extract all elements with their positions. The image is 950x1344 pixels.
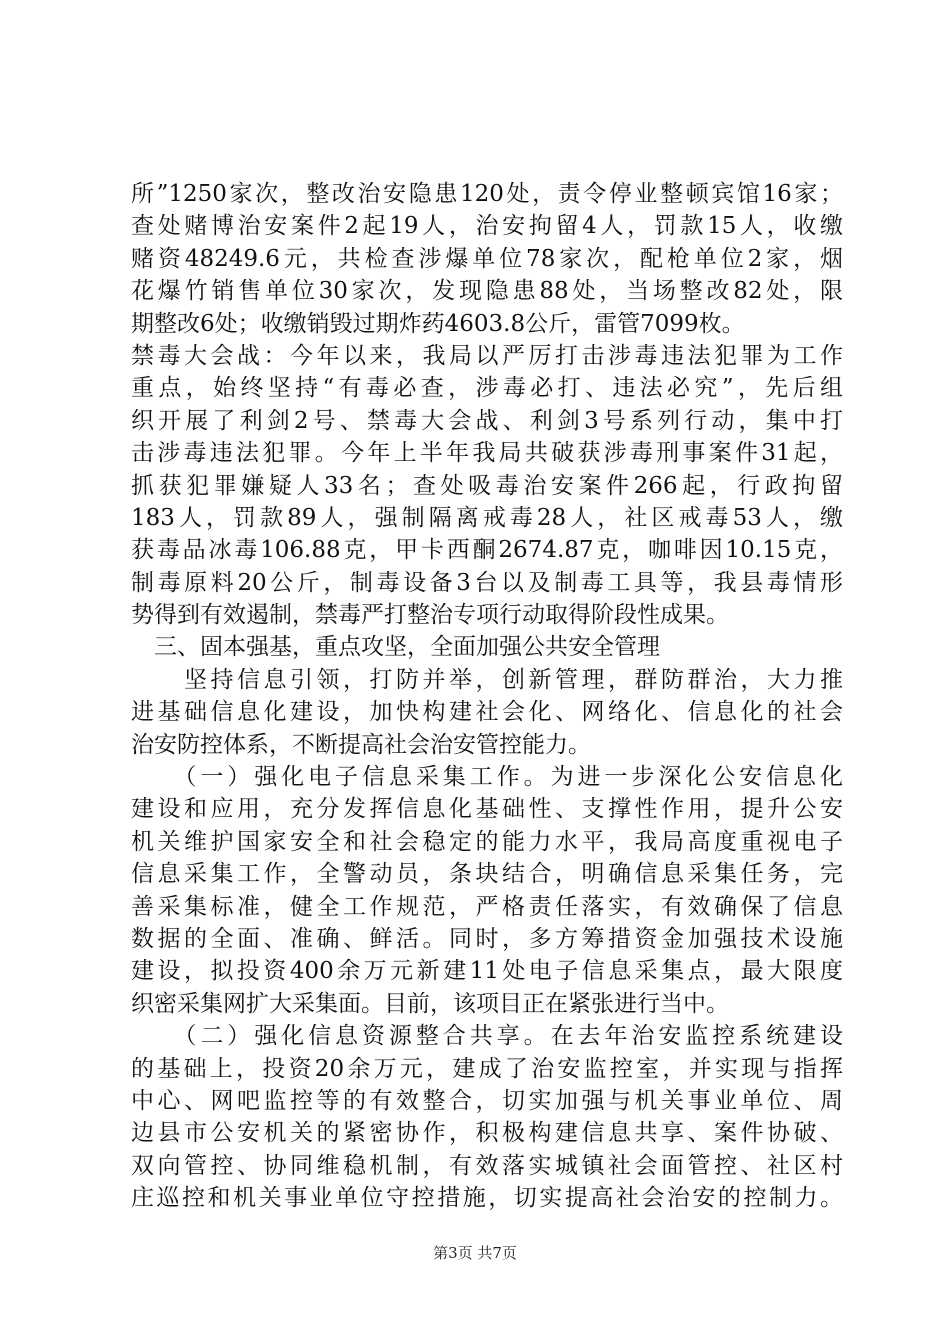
text-line: 赌资48249.6元，共检查涉爆单位78家次，配枪单位2家，烟 xyxy=(131,245,843,272)
text-line: 机关维护国家安全和社会稳定的能力水平，我局高度重视电子 xyxy=(131,828,843,855)
text-line: 双向管控、协同维稳机制，有效落实城镇社会面管控、社区村 xyxy=(131,1152,843,1179)
text-line: 织开展了利剑2号、禁毒大会战、利剑3号系列行动，集中打 xyxy=(131,407,843,434)
text-line: （二）强化信息资源整合共享。在去年治安监控系统建设 xyxy=(131,1023,843,1050)
text-line: 期整改6处；收缴销毁过期炸药4603.8公斤，雷管7099枚。 xyxy=(131,310,745,337)
text-line: 禁毒大会战：今年以来，我局以严厉打击涉毒违法犯罪为工作 xyxy=(131,342,843,369)
text-line: 查处赌博治安案件2起19人，治安拘留4人，罚款15人，收缴 xyxy=(131,213,843,240)
text-line: 获毒品冰毒106.88克，甲卡西酮2674.87克，咖啡因10.15克， xyxy=(131,537,843,564)
text-line: 数据的全面、准确、鲜活。同时，多方筹措资金加强技术设施 xyxy=(131,925,843,952)
text-line: 进基础信息化建设，加快构建社会化、网络化、信息化的社会 xyxy=(131,699,843,726)
text-line: 边县市公安机关的紧密协作，积极构建信息共享、案件协破、 xyxy=(131,1120,843,1147)
text-line: 183人，罚款89人，强制隔离戒毒28人，社区戒毒53人，缴 xyxy=(131,504,843,531)
text-line: 三、固本强基，重点攻坚，全面加强公共安全管理 xyxy=(131,634,660,661)
text-line: 势得到有效遏制，禁毒严打整治专项行动取得阶段性成果。 xyxy=(131,602,729,629)
text-line: 庄巡控和机关事业单位守控措施，切实提高社会治安的控制力。 xyxy=(131,1185,843,1212)
text-line: 的基础上，投资20余万元，建成了治安监控室，并实现与指挥 xyxy=(131,1055,843,1082)
text-line: 织密采集网扩大采集面。目前，该项目正在紧张进行当中。 xyxy=(131,990,729,1017)
text-line: 花爆竹销售单位30家次，发现隐患88处，当场整改82处，限 xyxy=(131,278,843,305)
text-line: 抓获犯罪嫌疑人33名；查处吸毒治安案件266起，行政拘留 xyxy=(131,472,843,499)
text-line: 重点，始终坚持“有毒必查，涉毒必打、违法必究”，先后组 xyxy=(131,375,843,402)
text-line: 中心、网吧监控等的有效整合，切实加强与机关事业单位、周 xyxy=(131,1087,843,1114)
text-line: 信息采集工作，全警动员，条块结合，明确信息采集任务，完 xyxy=(131,861,843,888)
text-line: 建设，拟投资400余万元新建11处电子信息采集点，最大限度 xyxy=(131,958,843,985)
text-line: 善采集标准，健全工作规范，严格责任落实，有效确保了信息 xyxy=(131,893,843,920)
text-line: 建设和应用，充分发挥信息化基础性、支撑性作用，提升公安 xyxy=(131,796,843,823)
text-line: 坚持信息引领，打防并举，创新管理，群防群治，大力推 xyxy=(131,666,843,693)
text-line: （一）强化电子信息采集工作。为进一步深化公安信息化 xyxy=(131,764,843,791)
page-footer: 第3页 共7页 xyxy=(433,1244,517,1262)
document-body xyxy=(131,178,843,1215)
text-line: 所”1250家次，整改治安隐患120处，责令停业整顿宾馆16家； xyxy=(131,181,843,207)
text-line: 治安防控体系，不断提高社会治安管控能力。 xyxy=(131,731,591,758)
text-line: 制毒原料20公斤，制毒设备3台以及制毒工具等，我县毒情形 xyxy=(131,569,843,596)
text-line: 击涉毒违法犯罪。今年上半年我局共破获涉毒刑事案件31起， xyxy=(131,440,843,467)
